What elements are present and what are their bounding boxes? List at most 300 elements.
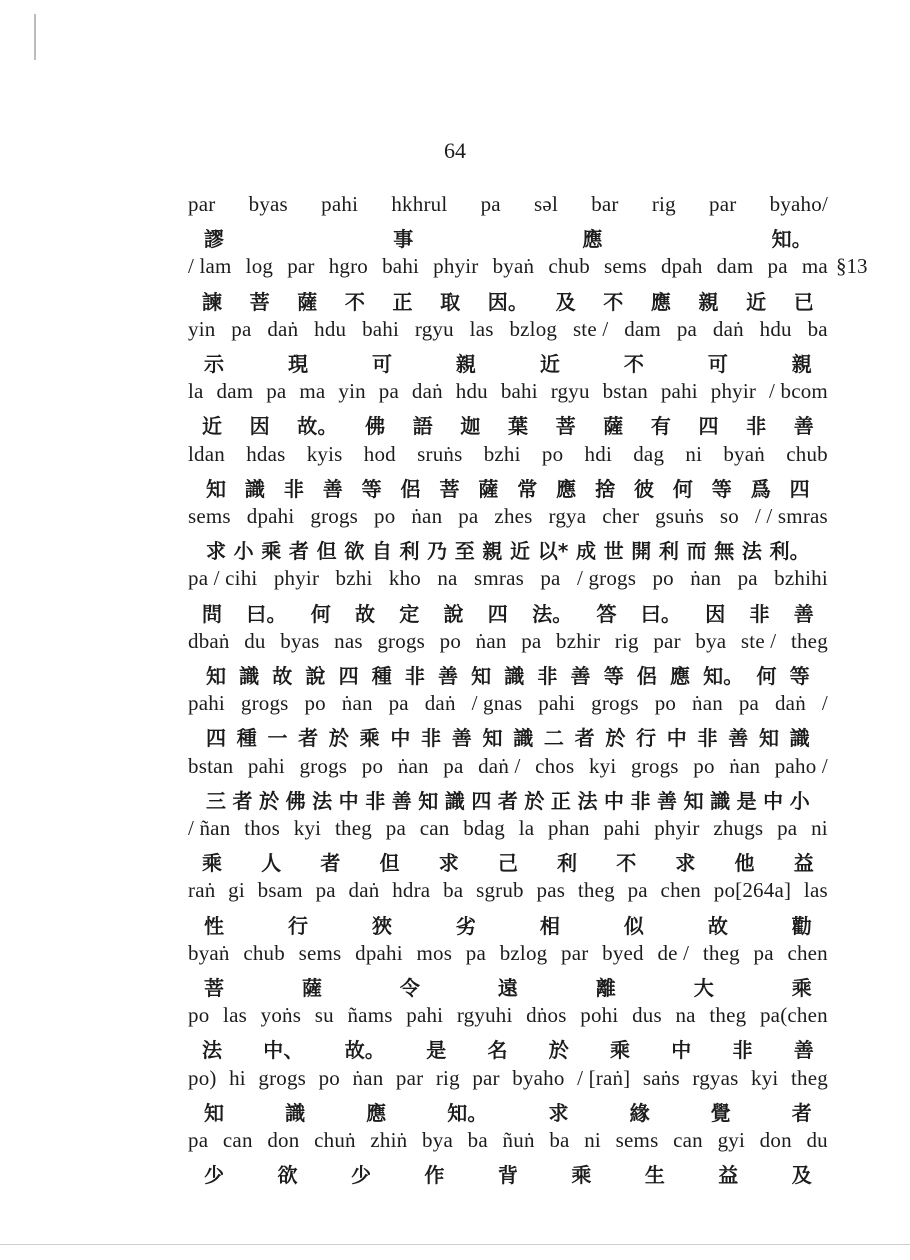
- chinese-text-line: [206, 535, 810, 565]
- word: 四: [789, 476, 810, 501]
- word: bzlog: [509, 316, 558, 341]
- word: 非: [283, 476, 305, 501]
- word: 善: [793, 414, 814, 439]
- word: chen: [787, 940, 828, 965]
- word: rgyas: [692, 1065, 739, 1090]
- word: 中: [666, 726, 687, 751]
- word: dpahi: [246, 504, 295, 528]
- word: 於: [328, 726, 350, 751]
- word: 親: [482, 539, 503, 564]
- word: 非: [746, 414, 767, 439]
- word: theg: [577, 878, 615, 903]
- word: la: [518, 816, 535, 840]
- word: 故: [272, 664, 293, 688]
- word: 取: [440, 289, 461, 314]
- word: pa: [777, 816, 798, 840]
- word: 佛: [365, 414, 386, 439]
- word: 諫: [202, 289, 223, 314]
- word: 法: [577, 788, 598, 813]
- word: pahi: [603, 816, 641, 840]
- word: can: [222, 1128, 253, 1152]
- word: 中、: [263, 1038, 304, 1063]
- word: don: [759, 1128, 792, 1152]
- word: 不: [603, 289, 624, 314]
- word: pa: [753, 940, 774, 965]
- word: 乃: [427, 539, 448, 564]
- word: chuṅ: [314, 1128, 356, 1152]
- word: 行: [287, 913, 309, 938]
- word: ni: [811, 816, 828, 840]
- word: pahi: [406, 1003, 444, 1028]
- word: na: [437, 566, 458, 591]
- word: hdi: [584, 441, 612, 466]
- word: phyir: [654, 816, 700, 840]
- word: 乘: [261, 539, 282, 564]
- tibetan-transliteration-line: [188, 691, 828, 721]
- word: yoṅs: [260, 1003, 302, 1028]
- word: pahi: [538, 691, 576, 716]
- word: 彼: [633, 476, 655, 501]
- word: 名: [487, 1038, 508, 1063]
- word: pahi: [247, 753, 285, 778]
- word: gyi: [717, 1128, 745, 1152]
- word: daṅ: [774, 691, 806, 716]
- word: 何: [756, 664, 777, 688]
- word: po): [188, 1065, 217, 1090]
- word: rgyuhi: [456, 1003, 513, 1028]
- word: 者: [298, 726, 319, 751]
- word: thos: [244, 816, 280, 840]
- word: 不: [344, 289, 366, 314]
- word: 等: [711, 476, 732, 501]
- word: dbaṅ: [188, 628, 230, 653]
- word: 曰。: [246, 601, 287, 626]
- word: 常: [517, 476, 538, 501]
- word: las: [469, 316, 494, 341]
- word: pa: [388, 691, 409, 716]
- word: 乘: [202, 851, 223, 876]
- word: dam: [624, 316, 661, 341]
- word: paho /: [774, 753, 828, 778]
- word: 中: [338, 788, 359, 813]
- word: 遠: [497, 976, 519, 1000]
- word: 近: [202, 414, 223, 439]
- word: grogs: [258, 1065, 307, 1090]
- word: pa: [480, 192, 501, 216]
- word: par: [653, 628, 681, 653]
- word: 四: [338, 664, 359, 688]
- tibetan-transliteration-line: [188, 442, 828, 472]
- word: 定: [399, 601, 420, 626]
- word: 知: [206, 476, 227, 501]
- word: po: [188, 1003, 210, 1028]
- word: 一: [267, 726, 288, 751]
- word: ste /: [572, 316, 609, 341]
- word: bzhihi: [774, 566, 828, 591]
- tibetan-transliteration-line: [188, 566, 828, 596]
- chinese-text-line: [206, 660, 810, 690]
- word: 知。: [703, 664, 744, 688]
- word: can: [419, 816, 450, 840]
- word: po: [654, 691, 677, 716]
- word: / bcom: [769, 379, 828, 404]
- word: 善: [391, 788, 412, 813]
- word: grogs: [631, 753, 679, 778]
- word: 菩: [555, 414, 576, 439]
- word: 四: [487, 601, 508, 626]
- word: 答: [596, 601, 617, 626]
- word: hi: [229, 1065, 246, 1090]
- word: 者: [320, 851, 341, 876]
- word: po: [361, 753, 384, 778]
- word: 及: [791, 1163, 812, 1188]
- word: 因: [249, 414, 270, 439]
- word: byaṅ: [492, 254, 535, 279]
- word: ma: [801, 254, 828, 279]
- word: pa: [315, 878, 336, 903]
- word: 中: [390, 726, 411, 751]
- word: rig: [435, 1065, 460, 1090]
- word: 者: [232, 788, 253, 813]
- word: grogs: [591, 691, 639, 716]
- word: 中: [763, 788, 784, 813]
- word: 親: [791, 352, 812, 376]
- word: theg: [790, 628, 828, 653]
- word: phan: [548, 816, 590, 840]
- word: pa: [231, 316, 252, 341]
- word: pa: [540, 566, 561, 591]
- word: 而: [686, 539, 707, 564]
- word: de /: [657, 940, 690, 965]
- word: 侶: [400, 476, 421, 501]
- word: byaṅ: [723, 441, 765, 466]
- tibetan-transliteration-line: [188, 816, 828, 846]
- tibetan-transliteration-line: [188, 1003, 828, 1033]
- word: sruṅs: [417, 441, 463, 466]
- word: bsam: [257, 878, 303, 903]
- word: 知: [206, 664, 227, 688]
- word: / lam: [188, 254, 232, 279]
- word: 故: [355, 601, 376, 626]
- word: ṅan: [692, 691, 723, 716]
- word: pohi: [580, 1003, 619, 1028]
- word: 知: [418, 788, 439, 813]
- word: bya: [695, 628, 727, 653]
- word: 識: [444, 788, 465, 813]
- tibetan-transliteration-line: [188, 254, 828, 284]
- word: so: [719, 504, 739, 528]
- word: 無: [714, 539, 735, 564]
- word: 勸: [791, 913, 812, 938]
- word: 等: [789, 664, 810, 688]
- word: po: [652, 566, 674, 591]
- word: bahi: [382, 254, 420, 279]
- word: 法: [312, 788, 333, 813]
- word: 應: [366, 1100, 387, 1125]
- chinese-text-line: [206, 473, 810, 503]
- word: bzhi: [335, 566, 373, 591]
- word: / grogs: [576, 566, 637, 591]
- word: rig: [651, 192, 676, 216]
- word: byaho/: [769, 192, 828, 216]
- word: 二: [543, 726, 565, 751]
- word: 示: [204, 352, 225, 376]
- word: pahi: [321, 192, 359, 216]
- word: sems: [604, 254, 647, 279]
- section-marker: §13: [836, 254, 868, 278]
- word: 佛: [285, 788, 306, 813]
- word: daṅ: [712, 316, 744, 341]
- word: 利: [658, 539, 680, 564]
- word: 中: [603, 788, 625, 813]
- word: daṅ /: [478, 753, 521, 778]
- word: par: [188, 192, 216, 216]
- word: 因: [705, 601, 726, 626]
- word: 求: [438, 851, 459, 876]
- word: zhes: [494, 504, 533, 528]
- word: ba: [443, 878, 464, 903]
- word: bahi: [362, 316, 400, 341]
- tibetan-transliteration-line: [188, 379, 828, 409]
- chinese-text-line: [204, 910, 812, 940]
- word: 知: [482, 726, 503, 751]
- word: 知。: [771, 227, 812, 252]
- word: grogs: [299, 753, 348, 778]
- word: 四: [471, 788, 492, 813]
- word: sems: [615, 1128, 659, 1152]
- word: 善: [793, 601, 814, 626]
- chinese-text-line: [204, 348, 812, 378]
- word: ṅan: [397, 753, 429, 778]
- word: ba: [467, 1128, 488, 1152]
- word: 乘: [610, 1038, 631, 1063]
- word: 正: [392, 289, 413, 314]
- word: pas: [536, 878, 566, 903]
- word: phyir: [433, 254, 479, 279]
- tibetan-transliteration-line: [188, 878, 828, 908]
- tibetan-transliteration-line: [188, 504, 828, 534]
- word: yin: [338, 379, 366, 404]
- word: 近: [746, 289, 767, 314]
- word: dam: [216, 379, 254, 404]
- word: log: [245, 254, 274, 279]
- word: bstan: [602, 379, 648, 404]
- word: 法: [202, 1038, 223, 1063]
- word: chub: [548, 254, 590, 279]
- word: 說: [305, 664, 326, 688]
- word: par: [472, 1065, 500, 1090]
- word: 善: [793, 1038, 814, 1063]
- word: 小: [789, 788, 810, 813]
- word: pa: [458, 504, 479, 528]
- word: po: [439, 628, 462, 653]
- word: bar: [591, 192, 619, 216]
- word: par: [395, 1065, 424, 1090]
- word: 非: [697, 726, 718, 751]
- word: 識: [244, 476, 266, 501]
- word: 者: [574, 726, 595, 751]
- word: po: [541, 441, 564, 466]
- word: 劣: [455, 913, 477, 938]
- word: na: [675, 1003, 696, 1028]
- word: 少: [350, 1163, 372, 1188]
- word: gi: [228, 878, 245, 903]
- word: 善: [437, 664, 459, 688]
- word: hdra: [392, 878, 431, 903]
- word: 益: [793, 851, 814, 876]
- word: 乘: [571, 1163, 592, 1188]
- chinese-text-line: [204, 1097, 812, 1127]
- word: byaho: [512, 1065, 565, 1090]
- word: 知: [758, 726, 780, 751]
- word: grogs: [377, 628, 426, 653]
- word: pahi: [660, 379, 698, 404]
- word: 種: [371, 664, 392, 688]
- chinese-text-line: [202, 598, 814, 628]
- word: bahi: [500, 379, 538, 404]
- word: 語: [412, 414, 433, 439]
- word: / ñan: [188, 816, 231, 840]
- word: pa: [188, 1128, 209, 1152]
- word: po: [374, 504, 396, 528]
- word: pa: [443, 753, 464, 778]
- word: ṅan: [729, 753, 761, 778]
- word: 可: [707, 352, 729, 376]
- word: chub: [786, 441, 828, 466]
- word: 曰。: [640, 601, 682, 626]
- word: 大: [693, 976, 714, 1000]
- word: 至: [454, 539, 475, 564]
- word: 自: [371, 539, 393, 564]
- word: 己: [497, 851, 519, 876]
- word: 非: [749, 601, 770, 626]
- word: 於: [524, 788, 545, 813]
- word: 爲: [750, 476, 771, 501]
- word: 利。: [769, 539, 810, 564]
- word: 菩: [204, 976, 225, 1000]
- chinese-text-line: [204, 972, 812, 1002]
- word: mos: [416, 940, 453, 965]
- word: 薩: [301, 976, 323, 1000]
- word: 欲: [344, 539, 365, 564]
- word: bstan: [188, 753, 234, 778]
- word: 親: [698, 289, 719, 314]
- word: 知: [683, 788, 704, 813]
- word: par: [561, 940, 589, 965]
- word: 但: [379, 851, 400, 876]
- word: 令: [399, 976, 421, 1000]
- word: 世: [603, 539, 624, 564]
- word: 人: [261, 851, 282, 876]
- word: 他: [734, 851, 755, 876]
- word: 故: [707, 913, 729, 938]
- word: 但: [316, 539, 337, 564]
- word: / gnas: [471, 691, 523, 716]
- word: chen: [660, 878, 701, 903]
- word: 識: [504, 664, 525, 688]
- word: 善: [728, 726, 749, 751]
- word: pa: [385, 816, 406, 840]
- word: pahi: [188, 691, 225, 716]
- word: las: [803, 878, 828, 903]
- word: bzhir: [556, 628, 601, 653]
- word: ñams: [347, 1003, 393, 1028]
- word: 以*: [537, 539, 569, 564]
- chinese-text-line: [204, 1159, 812, 1189]
- word: dpah: [660, 254, 703, 279]
- word: hgro: [328, 254, 369, 279]
- word: du: [806, 1128, 828, 1152]
- word: 緣: [629, 1100, 650, 1125]
- word: 行: [636, 726, 657, 751]
- word: ma: [299, 379, 326, 404]
- word: pa: [767, 254, 788, 279]
- word: theg: [790, 1065, 828, 1090]
- word: 何: [310, 601, 331, 626]
- word: 薩: [603, 414, 624, 439]
- word: pa: [738, 691, 760, 716]
- word: 故。: [344, 1038, 386, 1063]
- word: 何: [672, 476, 694, 501]
- word: ṅan: [475, 628, 507, 653]
- scan-artifact: [34, 14, 36, 60]
- word: 乘: [791, 976, 812, 1000]
- word: pa / cihi: [188, 566, 258, 591]
- word: smras: [473, 566, 524, 591]
- word: ṅan: [690, 566, 722, 591]
- word: 事: [393, 227, 414, 252]
- word: gsuṅs: [655, 504, 704, 528]
- word: 求: [675, 851, 696, 876]
- word: kyi: [293, 816, 322, 840]
- word: theg: [702, 940, 740, 965]
- word: ldan: [188, 441, 225, 466]
- word: 善: [322, 476, 343, 501]
- word: /: [821, 691, 828, 716]
- word: 識: [239, 664, 260, 688]
- word: su: [314, 1003, 334, 1028]
- chinese-text-line: [204, 223, 812, 253]
- word: 葉: [507, 414, 529, 439]
- word: ni: [584, 1128, 601, 1152]
- word: 性: [204, 913, 225, 938]
- word: 欲: [277, 1163, 298, 1188]
- tibetan-transliteration-line: [188, 1066, 828, 1096]
- word: 故。: [297, 414, 338, 439]
- word: pa: [521, 628, 542, 653]
- word: 三: [206, 788, 227, 813]
- word: 已: [793, 289, 814, 314]
- word: 薩: [478, 476, 499, 501]
- word: par: [287, 254, 315, 279]
- word: byas: [248, 192, 288, 216]
- word: rgyu: [414, 316, 454, 341]
- word: 者: [497, 788, 519, 813]
- word: 知: [471, 664, 492, 688]
- word: 應: [582, 227, 603, 252]
- word: 等: [603, 664, 624, 688]
- word: 應: [650, 289, 672, 314]
- word: pa: [627, 878, 648, 903]
- word: daṅ: [348, 878, 380, 903]
- word: 迦: [460, 414, 481, 439]
- word: pa: [676, 316, 698, 341]
- word: 法。: [532, 601, 573, 626]
- word: don: [267, 1128, 300, 1152]
- word: 非: [537, 664, 558, 688]
- word: 非: [404, 664, 426, 688]
- word: 中: [671, 1038, 692, 1063]
